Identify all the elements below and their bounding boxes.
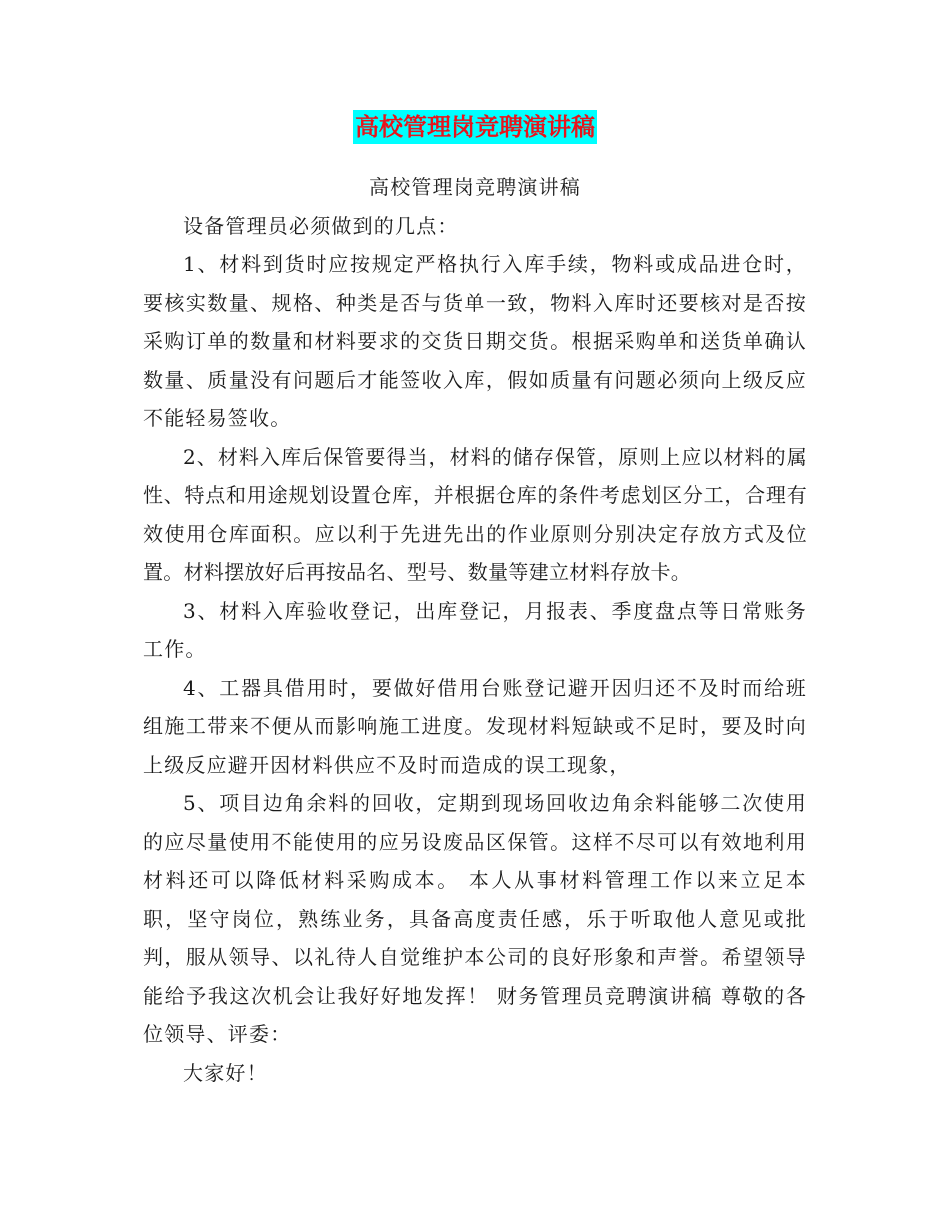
paragraph-3: 3、材料入库验收登记，出库登记，月报表、季度盘点等日常账务工作。	[143, 598, 807, 661]
document-body	[143, 168, 807, 1092]
paragraph-intro: 设备管理员必须做到的几点：	[183, 213, 459, 238]
document-title: 高校管理岗竞聘演讲稿	[353, 110, 597, 144]
paragraph-2: 2、材料入库后保管要得当，材料的储存保管，原则上应以材料的属性、特点和用途规划设置仓库，并根据仓库的条件考虑划区分工，合理有效使用仓库面积。应以利于先进先出的作业原则分别决定存放方式及位置。材料摆放好后再按品名、型号、数量等建立材料存放卡。	[143, 444, 807, 584]
title-area	[0, 110, 950, 144]
paragraph-greeting: 大家好！	[183, 1060, 268, 1085]
paragraph-1: 1、材料到货时应按规定严格执行入库手续，物料或成品进仓时，要核实数量、规格、种类是否与货单一致，物料入库时还要核对是否按采购订单的数量和材料要求的交货日期交货。根据采购单和送货单确认数量、质量没有问题后才能签收入库，假如质量有问题必须向上级反应不能轻易签收。	[143, 252, 807, 430]
document-subtitle: 高校管理岗竞聘演讲稿	[369, 175, 581, 199]
paragraph-5: 5、项目边角余料的回收，定期到现场回收边角余料能够二次使用的应尽量使用不能使用的应另设废品区保管。这样不尽可以有效地利用材料还可以降低材料采购成本。 本人从事材料管理工作以来立足本职，坚守岗位，熟练业务，具备高度责任感，乐于听取他人意见或批判，服从领导、以礼待人自觉维护本公司的良好形象和声誉。希望领导能给予我这次机会让我好好地发挥！ 财务管理员竞聘演讲稿 尊敬的各位领导、评委：	[143, 791, 807, 1046]
paragraph-4: 4、工器具借用时，要做好借用台账登记避开因归还不及时而给班组施工带来不便从而影响施工进度。发现材料短缺或不足时，要及时向上级反应避开因材料供应不及时而造成的误工现象，	[143, 675, 807, 777]
